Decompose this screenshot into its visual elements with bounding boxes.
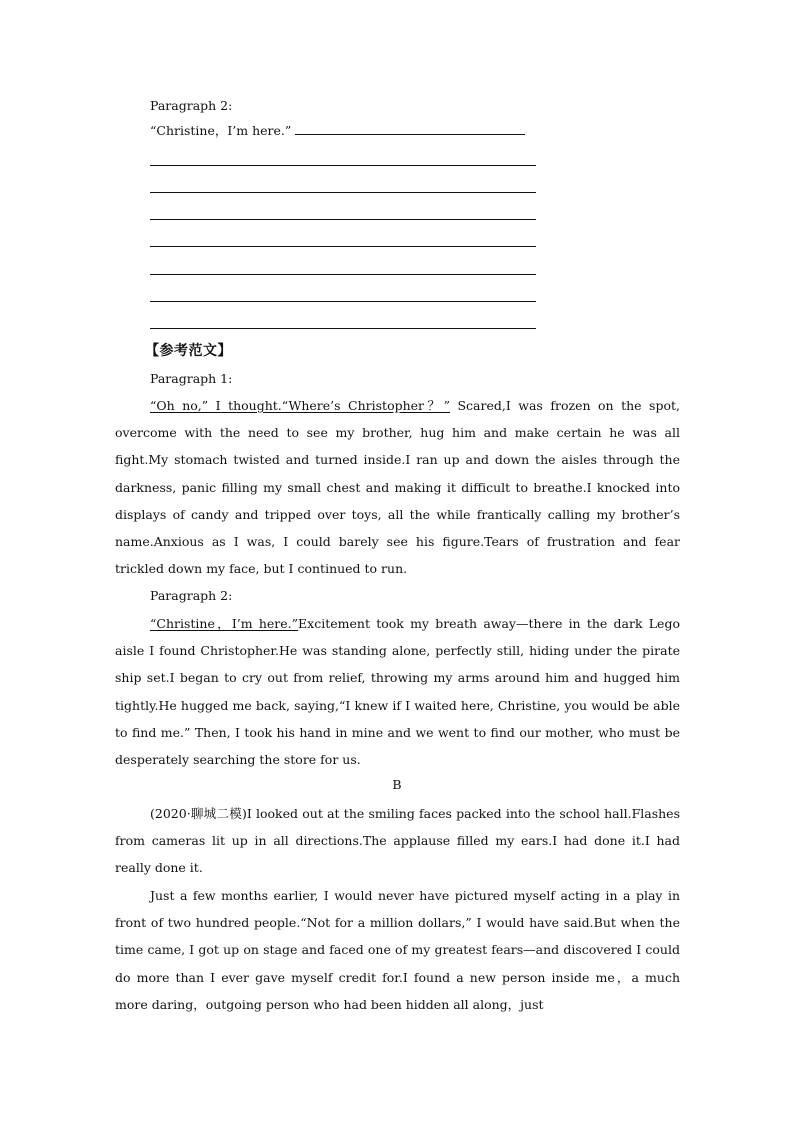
paragraph2-label: Paragraph 2: — [150, 98, 233, 113]
reference-p1-label: Paragraph 1: — [150, 371, 233, 386]
answer-line[interactable] — [150, 328, 536, 329]
reference-heading: 【参考范文】 — [145, 343, 232, 359]
answer-line[interactable] — [150, 165, 536, 166]
reference-p1-body: Scared,I was frozen on the spot, overcome with the need to see my brother, hug him and make certain he was all fight.My stomach twisted and turned inside.I ran up and down the aisles through the darkness, panic filling my small chest and making it difficult to breathe.I knocked into displays of candy and tripped over toys, all the while frantically calling my brother’s name.Anxious as I was, I could barely see his figure.Tears of frustration and fear trickled down my face, but I continued to run. — [115, 398, 680, 577]
reference-paragraph-1 — [115, 392, 680, 582]
reference-p1-opening: “Oh no,” I thought.“Where’s Christopher？” — [150, 398, 450, 413]
reference-p2-body: Excitement took my breath away—there in the dark Lego aisle I found Christopher.He was standing alone, perfectly still, hiding under the pirate ship set.I began to cry out from relief, throwing my arms around him and hugged him tightly.He hugged me back, saying,“I knew if I waited here, Christine, you would be able to find me.” Then, I took his hand in mine and we went to find our mother, who must be desperately searching the store for us. — [115, 616, 680, 768]
paragraph2-prompt: “Christine，I’m here.” — [150, 123, 292, 138]
reference-p2-opening: “Christine，I’m here.” — [150, 616, 299, 631]
answer-line[interactable] — [150, 301, 536, 302]
answer-line[interactable] — [150, 192, 536, 193]
section-b-paragraph-2: Just a few months earlier, I would never have pictured myself acting in a play in front of two hundred people.“Not for a million dollars,” I would have said.But when the time came, I got up on stage and faced one of my greatest fears—and discovered I could do more than I ever gave myself credit for.I found a new person inside me，a much more daring，outgoing person who had been hidden all along，just — [115, 888, 680, 1012]
reference-p2-label: Paragraph 2: — [150, 588, 233, 603]
reference-paragraph-2 — [115, 610, 680, 773]
answer-line[interactable] — [150, 219, 536, 220]
answer-line[interactable] — [150, 246, 536, 247]
section-letter: B — [392, 777, 402, 792]
paragraph2-prompt-line — [150, 122, 525, 140]
section-b-paragraph-1: (2020·聊城二模)I looked out at the smiling faces packed into the school hall.Flashes from cameras lit up in all directions.The applause filled my ears.I had done it.I had really done it. — [115, 806, 680, 876]
answer-blank[interactable] — [295, 122, 525, 135]
answer-line[interactable] — [150, 274, 536, 275]
